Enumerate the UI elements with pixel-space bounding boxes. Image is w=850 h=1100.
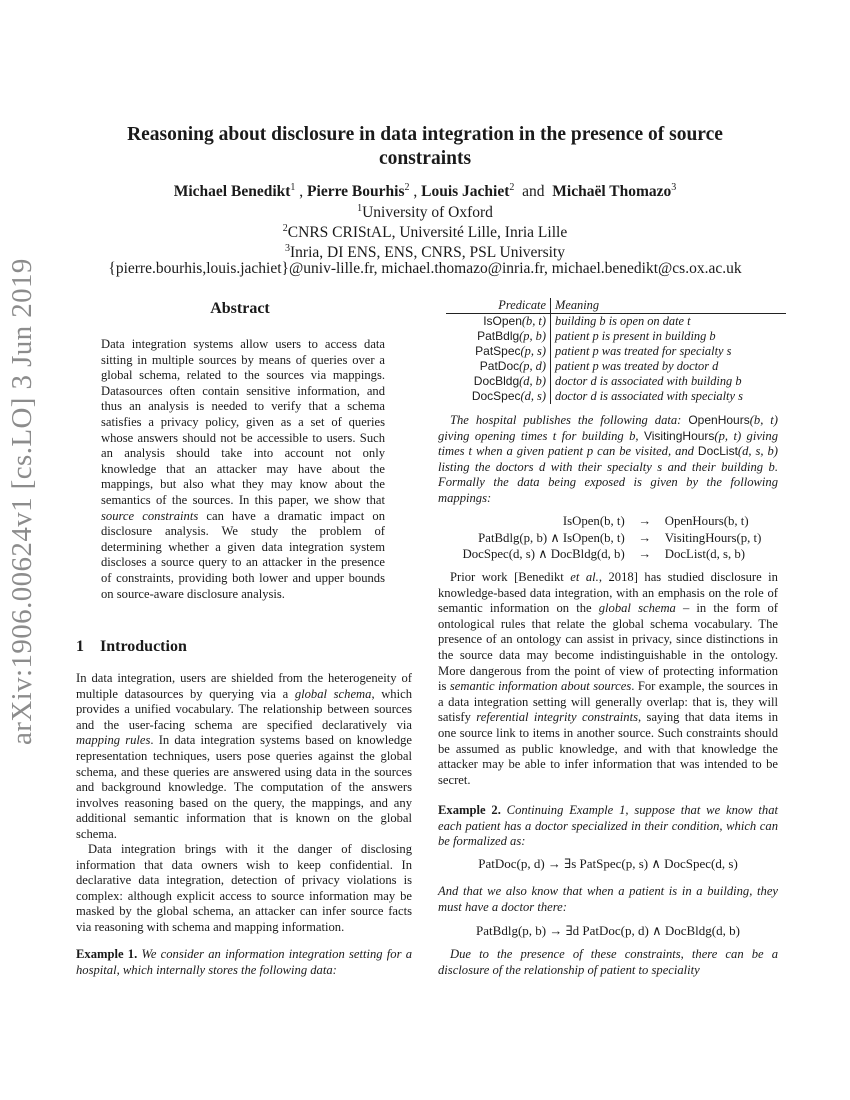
author-and: and bbox=[522, 183, 545, 201]
table-row: DocBldg(d, b) doctor d is associated with building b bbox=[446, 374, 786, 389]
author-name: Louis Jachiet bbox=[421, 183, 510, 201]
mapping-rules bbox=[438, 513, 778, 563]
table-row: DocSpec(d, s) doctor d is associated with specialty s bbox=[446, 389, 786, 404]
author-name: Pierre Bourhis bbox=[307, 183, 405, 201]
example-2-continued: And that we also know that when a patient is in a building, they must have a doctor there: bbox=[438, 884, 778, 914]
example-1: Example 1. We consider an information integration setting for a hospital, which internally stores the following data: bbox=[76, 947, 413, 977]
formula: PatBdlg(p, b) → ∃d PatDoc(p, d) ∧ DocBldg(d, b) bbox=[476, 923, 740, 938]
prior-work-paragraph: Prior work [Benedikt et al., 2018] has studied disclosure in knowledge-based data integration, with an emphasis on the role of semantic information on the global schema – in the form of ontological rules that relate the global schema vocabulary. The presence of an ontology can assist in privacy, since distinctions in the source data may become indistinguishable in the ontology. More dangerous from the point of view of protecting information is semantic information about sources. For example, the sources in a data integration setting will generally overlap: that is, they will satisfy referential integrity constraints, saying that data items in one source link to items in another source. Such constraints should be assumed as public knowledge, and with that knowledge the attacker may be able to infer information that was intended to be secret. bbox=[438, 570, 779, 787]
formula: PatDoc(p, d) → ∃s PatSpec(p, s) ∧ DocSpec(d, s) bbox=[478, 856, 738, 871]
table-row: IsOpen(b, t) building b is open on date t bbox=[446, 314, 786, 330]
author-separator: , bbox=[295, 183, 308, 201]
table-header-cell: Meaning bbox=[551, 298, 787, 314]
author-name: Michaël Thomazo bbox=[552, 183, 672, 201]
affiliation: $^1$University of Oxford bbox=[357, 203, 493, 222]
example-2-conclusion: Due to the presence of these constraints, there can be a disclosure of the relationship of patient to speciality bbox=[438, 947, 778, 977]
affiliation: $^3$Inria, DI ENS, ENS, CNRS, PSL University bbox=[285, 243, 565, 262]
author-name: Michael Benedikt bbox=[173, 183, 291, 201]
abstract-heading: Abstract bbox=[210, 300, 270, 317]
mapping-row: IsOpen(b, t) → OpenHours(b, t) bbox=[562, 514, 749, 528]
table-header-row bbox=[446, 298, 786, 314]
example-2: Example 2. Continuing Example 1, suppose that we know that each patient has a doctor specialized in their condition, which can be formalized as: bbox=[438, 803, 778, 849]
mapping-row: DocSpec(d, s) ∧ DocBldg(d, b) → DocList(d, s, b) bbox=[462, 547, 746, 562]
affiliation-sup: 3 bbox=[671, 182, 677, 193]
hospital-data-paragraph: The hospital publishes the following data: OpenHours(b, t) giving opening times t for building b, VisitingHours(p, t) giving times t when a given patient p can be visited, and DocList(d, s, b) listing the doctors d with their specialty s and their building b. Formally the data being exposed is given by the following mappings: bbox=[438, 413, 779, 505]
affiliation-sup: 2 bbox=[404, 182, 410, 193]
abstract-text: Data integration systems allow users to access data sitting in multiple sources by means of queries over a global schema, related to the sources via mappings. Datasources often contain sensitive information, and thus an analysis is needed to verify that a schema satisfies a privacy policy, given as a set of queries whose answers should not be accessible to users. Such an analysis should take into account not only knowledge that an attacker may have about the mappings, but also what they may know about the semantics of the sources. In this paper, we show that source constraints can have a dramatic impact on disclosure analysis. We study the problem of determining whether a given data integration system discloses a source query to an attacker in the presence of constraints, providing both lower and upper bounds on source-aware disclosure analysis. bbox=[101, 337, 385, 601]
author-separator: , bbox=[409, 183, 422, 201]
intro-paragraph: Data integration brings with it the danger of disclosing information that data owners wish to keep confidential. In declarative data integration, detection of privacy violations is complex: although explicit access to source information may be masked by the global schema, an attacker can infer source facts via reasoning with schema and mapping information. bbox=[76, 842, 412, 934]
affiliation-sup: 2 bbox=[509, 182, 515, 193]
affiliation: $^2$CNRS CRIStAL, Université Lille, Inria Lille bbox=[282, 223, 568, 242]
predicate-table bbox=[446, 298, 786, 404]
table-row: PatBdlg(p, b) patient p is present in building b bbox=[446, 329, 786, 344]
table-row: PatSpec(p, s) patient p was treated for specialty s bbox=[446, 344, 786, 359]
paper-title: Reasoning about disclosure in data integration in the presence of source constraints bbox=[127, 124, 723, 169]
intro-paragraph: In data integration, users are shielded from the heterogeneity of multiple datasources by querying via a global schema, which provides a unified vocabulary. The relationship between sources and the user-facing schema are specified declaratively via mapping rules. In data integration systems based on knowledge representation techniques, users pose queries against the global schema, and these queries are answered using data in the sources and background knowledge. The computation of the answers involves reasoning based on the query, the mappings, and any additional semantic information that is known on the global schema. bbox=[76, 671, 413, 841]
affiliation-sup: 1 bbox=[290, 182, 296, 193]
author-emails: {pierre.bourhis,louis.jachiet}@univ-lille.fr, michael.thomazo@inria.fr, michael.benedikt@cs.ox.ac.uk bbox=[108, 260, 742, 277]
table-row: PatDoc(p, d) patient p was treated by doctor d bbox=[446, 359, 786, 374]
mapping-row: PatBdlg(p, b) ∧ IsOpen(b, t) → VisitingHours(p, t) bbox=[478, 530, 762, 545]
table-header-cell: Predicate bbox=[446, 298, 551, 314]
arxiv-watermark: arXiv:1906.00624v1 [cs.LO] 3 Jun 2019 bbox=[6, 258, 38, 745]
section-heading-introduction: 1 Introduction bbox=[76, 638, 187, 655]
